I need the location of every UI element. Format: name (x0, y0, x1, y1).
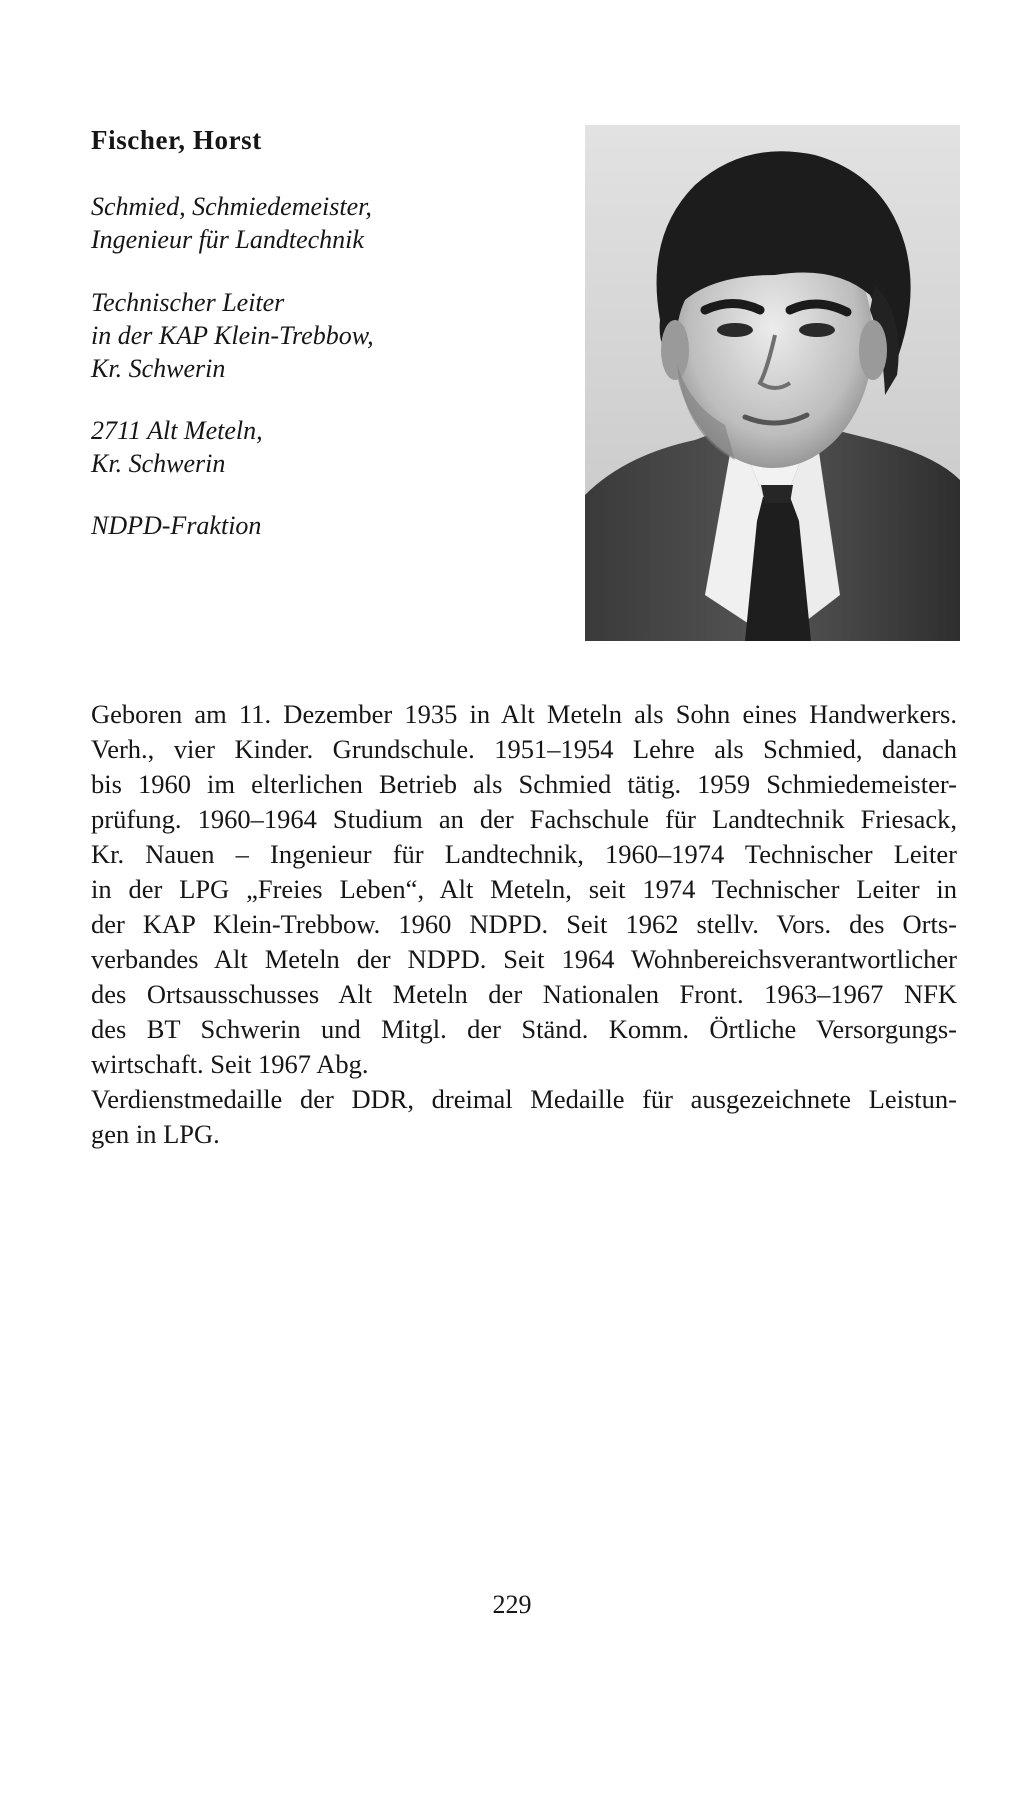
portrait-illustration (585, 125, 960, 641)
position-line: Kr. Schwerin (91, 354, 226, 383)
person-name: Fischer, Horst (91, 125, 262, 155)
profession (91, 190, 372, 256)
profession-line: Ingenieur für Landtechnik (91, 225, 364, 254)
biography-line: der KAP Klein-Trebbow. 1960 NDPD. Seit 1962 stellv. Vors. des Orts- (91, 909, 957, 939)
current-position (91, 286, 374, 385)
address-line: Kr. Schwerin (91, 449, 226, 478)
profession-line: Schmied, Schmiedemeister, (91, 192, 372, 221)
biography-line: Verh., vier Kinder. Grundschule. 1951–1954 Lehre als Schmied, danach (91, 734, 957, 764)
biography-line: Geboren am 11. Dezember 1935 in Alt Meteln als Sohn eines Handwerkers. (91, 699, 957, 729)
awards-line: gen in LPG. (91, 1119, 220, 1149)
biography-line: wirtschaft. Seit 1967 Abg. (91, 1049, 369, 1079)
biography-line: verbandes Alt Meteln der NDPD. Seit 1964 Wohnbereichsverantwortlicher (91, 944, 957, 974)
biography-line: prüfung. 1960–1964 Studium an der Fachschule für Landtechnik Friesack, (91, 804, 957, 834)
portrait-photo (585, 125, 960, 641)
position-line: in der KAP Klein-Trebbow, (91, 321, 374, 350)
faction: NDPD-Fraktion (91, 511, 262, 540)
biography-line: des BT Schwerin und Mitgl. der Ständ. Komm. Örtliche Versorgungs- (91, 1014, 957, 1044)
biography-line: Kr. Nauen – Ingenieur für Landtechnik, 1960–1974 Technischer Leiter (91, 839, 957, 869)
biography-line: des Ortsausschusses Alt Meteln der Nationalen Front. 1963–1967 NFK (91, 979, 957, 1009)
biography-line: in der LPG „Freies Leben“, Alt Meteln, seit 1974 Technischer Leiter in (91, 874, 957, 904)
page-number: 229 (492, 1590, 532, 1619)
position-line: Technischer Leiter (91, 288, 285, 317)
address (91, 414, 263, 480)
awards-line: Verdienstmedaille der DDR, dreimal Medaille für ausgezeichnete Leistun- (91, 1084, 957, 1114)
biography-line: bis 1960 im elterlichen Betrieb als Schmied tätig. 1959 Schmiedemeister- (91, 769, 957, 799)
address-line: 2711 Alt Meteln, (91, 416, 263, 445)
biography (91, 697, 957, 1152)
